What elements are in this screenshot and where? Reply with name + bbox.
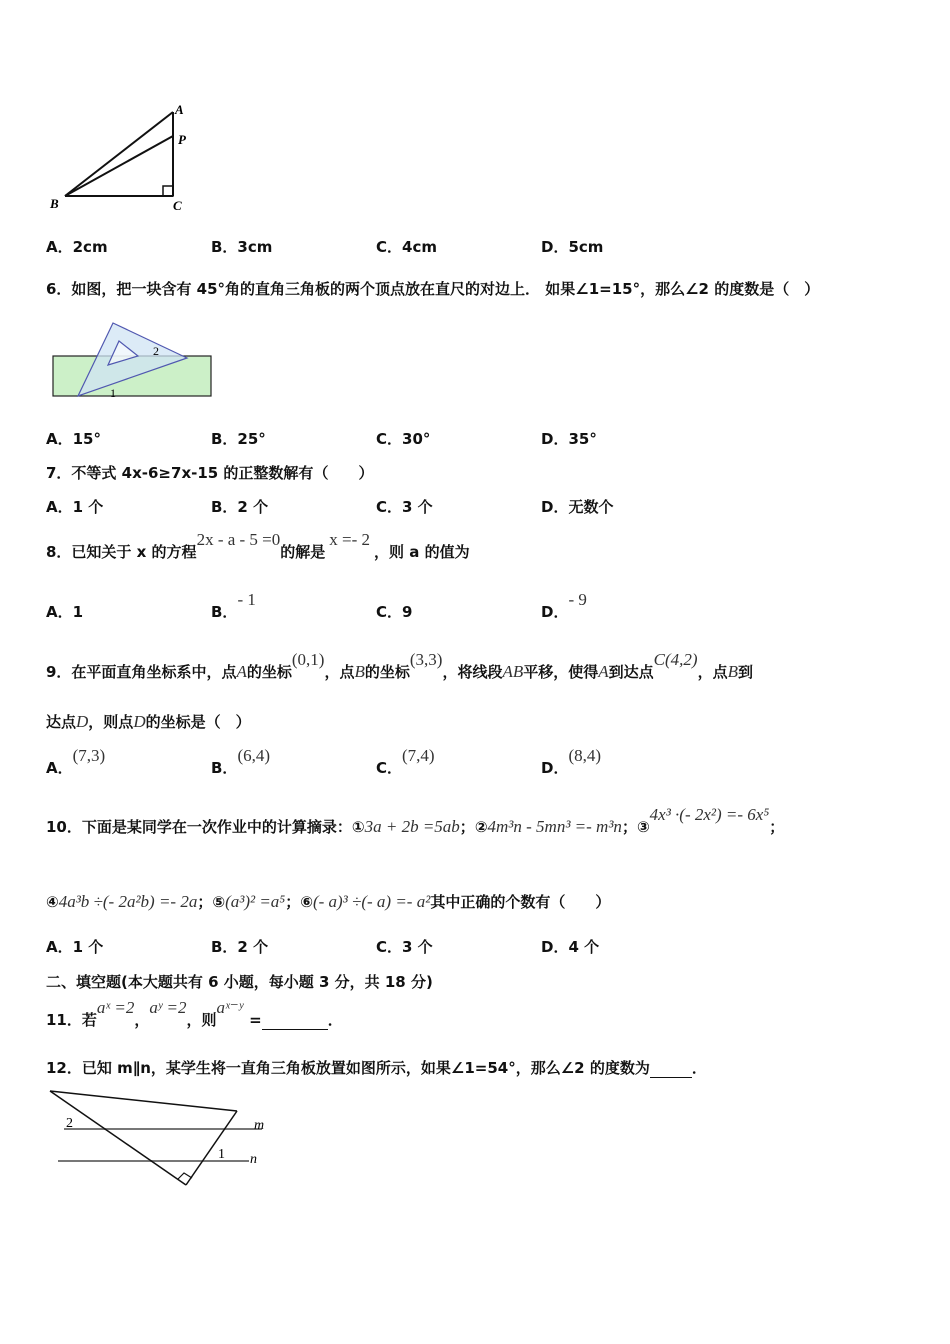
q8-option-b[interactable] bbox=[211, 590, 256, 622]
q8-option-d[interactable] bbox=[541, 590, 587, 622]
q11-text: ， bbox=[134, 1011, 150, 1029]
q6-option-d[interactable]: D．35° bbox=[541, 430, 597, 448]
q11-answer-blank[interactable] bbox=[262, 1013, 328, 1030]
q10-option-a[interactable]: A．1 个 bbox=[46, 938, 104, 956]
q11-text: = bbox=[249, 1011, 262, 1029]
separator: ； bbox=[197, 893, 213, 911]
q9-text: 9．在平面直角坐标系中，点 bbox=[46, 663, 237, 681]
separator: ； bbox=[459, 818, 475, 836]
q8-option-c[interactable] bbox=[376, 601, 412, 622]
q9-text: 平移，使得 bbox=[523, 663, 599, 681]
q8-option-a[interactable] bbox=[46, 601, 83, 622]
option-value: (7,4) bbox=[402, 746, 435, 765]
item-number: ② bbox=[474, 818, 488, 836]
separator: ； bbox=[769, 818, 785, 836]
q9-question-line1 bbox=[46, 650, 753, 682]
q9-text: 的坐标是（ ） bbox=[145, 713, 251, 731]
q9-option-a[interactable] bbox=[46, 746, 106, 778]
option-label: D． bbox=[541, 603, 569, 621]
q6-option-c[interactable]: C．30° bbox=[376, 430, 431, 448]
point-a: A bbox=[598, 662, 609, 681]
item-expression: 4a³b ÷(- 2a²b) =- 2a bbox=[58, 892, 198, 911]
figure-ruler-triangle bbox=[50, 318, 220, 402]
line-m-label: m bbox=[254, 1118, 265, 1133]
q10-question-line2 bbox=[46, 891, 610, 912]
q8-equation: 2x - a - 5 =0 bbox=[196, 530, 281, 549]
q9-text: 达点 bbox=[46, 713, 77, 731]
separator: ； bbox=[285, 893, 301, 911]
option-value: - 1 bbox=[237, 590, 256, 609]
q9-question-line2 bbox=[46, 711, 251, 732]
q10-question-line1 bbox=[46, 805, 785, 837]
q9-text: ，将线段 bbox=[442, 663, 503, 681]
item-expression: (- a)³ ÷(- a) =- a² bbox=[312, 892, 431, 911]
q9-text: 到达点 bbox=[608, 663, 654, 681]
q9-text: 的坐标 bbox=[246, 663, 292, 681]
angle-1-label: 1 bbox=[218, 1147, 225, 1162]
q10-option-c[interactable]: C．3 个 bbox=[376, 938, 433, 956]
q7-option-c[interactable]: C．3 个 bbox=[376, 498, 433, 516]
q9-text: 到 bbox=[737, 663, 753, 681]
option-value: 9 bbox=[402, 603, 413, 621]
q7-question: 7．不等式 4x-6≥7x-15 的正整数解有（ ） bbox=[46, 464, 374, 482]
q8-text: 的解是 bbox=[280, 543, 326, 561]
q9-text: ，点 bbox=[324, 663, 355, 681]
q5-option-c[interactable]: C．4cm bbox=[376, 238, 437, 256]
item-number: ⑤ bbox=[212, 893, 226, 911]
option-label: D． bbox=[541, 759, 569, 777]
item-number: ④ bbox=[46, 893, 59, 911]
coord-a: (0,1) bbox=[291, 650, 325, 669]
option-value: (8,4) bbox=[568, 746, 602, 765]
q5-option-d[interactable]: D．5cm bbox=[541, 238, 604, 256]
q11-text: 11．若 bbox=[46, 1011, 97, 1029]
label-a: A bbox=[175, 102, 184, 117]
q9-text: 的坐标 bbox=[364, 663, 410, 681]
q9-option-d[interactable] bbox=[541, 746, 602, 778]
q11-expr-3: aˣ⁻ʸ bbox=[216, 998, 244, 1017]
option-value: (7,3) bbox=[72, 746, 106, 765]
q11-text: ，则 bbox=[186, 1011, 217, 1029]
q9-option-c[interactable] bbox=[376, 746, 435, 778]
q10-option-d[interactable]: D．4 个 bbox=[541, 938, 600, 956]
option-label: A． bbox=[46, 759, 73, 777]
option-label: C． bbox=[376, 759, 403, 777]
q5-option-a[interactable]: A．2cm bbox=[46, 238, 108, 256]
q9-text: ，点 bbox=[697, 663, 728, 681]
item-number: ⑥ bbox=[300, 893, 313, 911]
section-heading-fill-blank: 二、填空题(本大题共有 6 小题，每小题 3 分，共 18 分) bbox=[46, 973, 433, 991]
label-c: C bbox=[173, 198, 182, 213]
point-d: D bbox=[76, 712, 89, 731]
option-label: B． bbox=[211, 603, 238, 621]
option-label: A． bbox=[46, 603, 73, 621]
coord-b: (3,3) bbox=[409, 650, 443, 669]
q12-answer-blank[interactable] bbox=[650, 1061, 692, 1078]
option-label: B． bbox=[211, 759, 238, 777]
item-number: ① bbox=[351, 818, 365, 836]
q9-option-b[interactable] bbox=[211, 746, 271, 778]
option-value: - 9 bbox=[568, 590, 587, 609]
figure-parallel-lines-triangle bbox=[44, 1085, 284, 1195]
angle-2-label: 2 bbox=[66, 1116, 73, 1131]
separator: ； bbox=[621, 818, 637, 836]
q12-question bbox=[46, 1057, 707, 1078]
option-value: 1 bbox=[72, 603, 84, 621]
q8-question bbox=[46, 530, 470, 562]
angle-1-label: 1 bbox=[110, 386, 116, 400]
point-b: B bbox=[727, 662, 738, 681]
line-n-label: n bbox=[250, 1152, 257, 1167]
q10-option-b[interactable]: B．2 个 bbox=[211, 938, 269, 956]
point-d: D bbox=[133, 712, 146, 731]
item-expression: 4x³ ·(- 2x²) =- 6x⁵ bbox=[649, 805, 770, 824]
point-b: B bbox=[354, 662, 365, 681]
q8-text: ，则 a 的值为 bbox=[374, 543, 470, 561]
label-b: B bbox=[50, 196, 59, 211]
q6-question: 6．如图，把一块含有 45°角的直角三角板的两个顶点放在直尺的对边上． 如果∠1=15°，那么∠2 的度数是（ ） bbox=[46, 280, 820, 298]
q11-text: ． bbox=[327, 1011, 343, 1029]
item-number: ③ bbox=[636, 818, 650, 836]
q11-question bbox=[46, 998, 343, 1030]
q9-text: ，则点 bbox=[88, 713, 134, 731]
item-expression: 4m³n - 5mn³ =- m³n bbox=[487, 817, 622, 836]
q7-option-b[interactable]: B．2 个 bbox=[211, 498, 269, 516]
angle-2-label: 2 bbox=[153, 344, 159, 358]
q6-option-a[interactable]: A．15° bbox=[46, 430, 101, 448]
point-c: C(4,2) bbox=[653, 650, 698, 669]
item-expression: 3a + 2b =5ab bbox=[364, 817, 460, 836]
q8-solution: x =- 2 bbox=[329, 530, 371, 549]
q6-option-b[interactable]: B．25° bbox=[211, 430, 266, 448]
q11-expr-2: aʸ =2 bbox=[149, 998, 187, 1017]
q7-option-a[interactable]: A．1 个 bbox=[46, 498, 104, 516]
q12-text: 12．已知 m∥n，某学生将一直角三角板放置如图所示，如果∠1=54°，那么∠2 的度数为 bbox=[46, 1059, 650, 1077]
figure-right-triangle-abc bbox=[45, 100, 205, 215]
q12-text: ． bbox=[691, 1059, 707, 1077]
item-expression: (a³)² =a⁵ bbox=[225, 892, 286, 911]
label-p: P bbox=[178, 132, 186, 147]
option-label: C． bbox=[376, 603, 403, 621]
q5-option-b[interactable]: B．3cm bbox=[211, 238, 273, 256]
q10-text: 10．下面是某同学在一次作业中的计算摘录： bbox=[46, 818, 352, 836]
q8-text: 8．已知关于 x 的方程 bbox=[46, 543, 197, 561]
point-a: A bbox=[236, 662, 247, 681]
q7-option-d[interactable]: D．无数个 bbox=[541, 498, 614, 516]
q11-expr-1: aˣ =2 bbox=[96, 998, 135, 1017]
q10-text: 其中正确的个数有（ ） bbox=[430, 893, 611, 911]
option-value: (6,4) bbox=[237, 746, 271, 765]
segment-ab: AB bbox=[502, 662, 524, 681]
